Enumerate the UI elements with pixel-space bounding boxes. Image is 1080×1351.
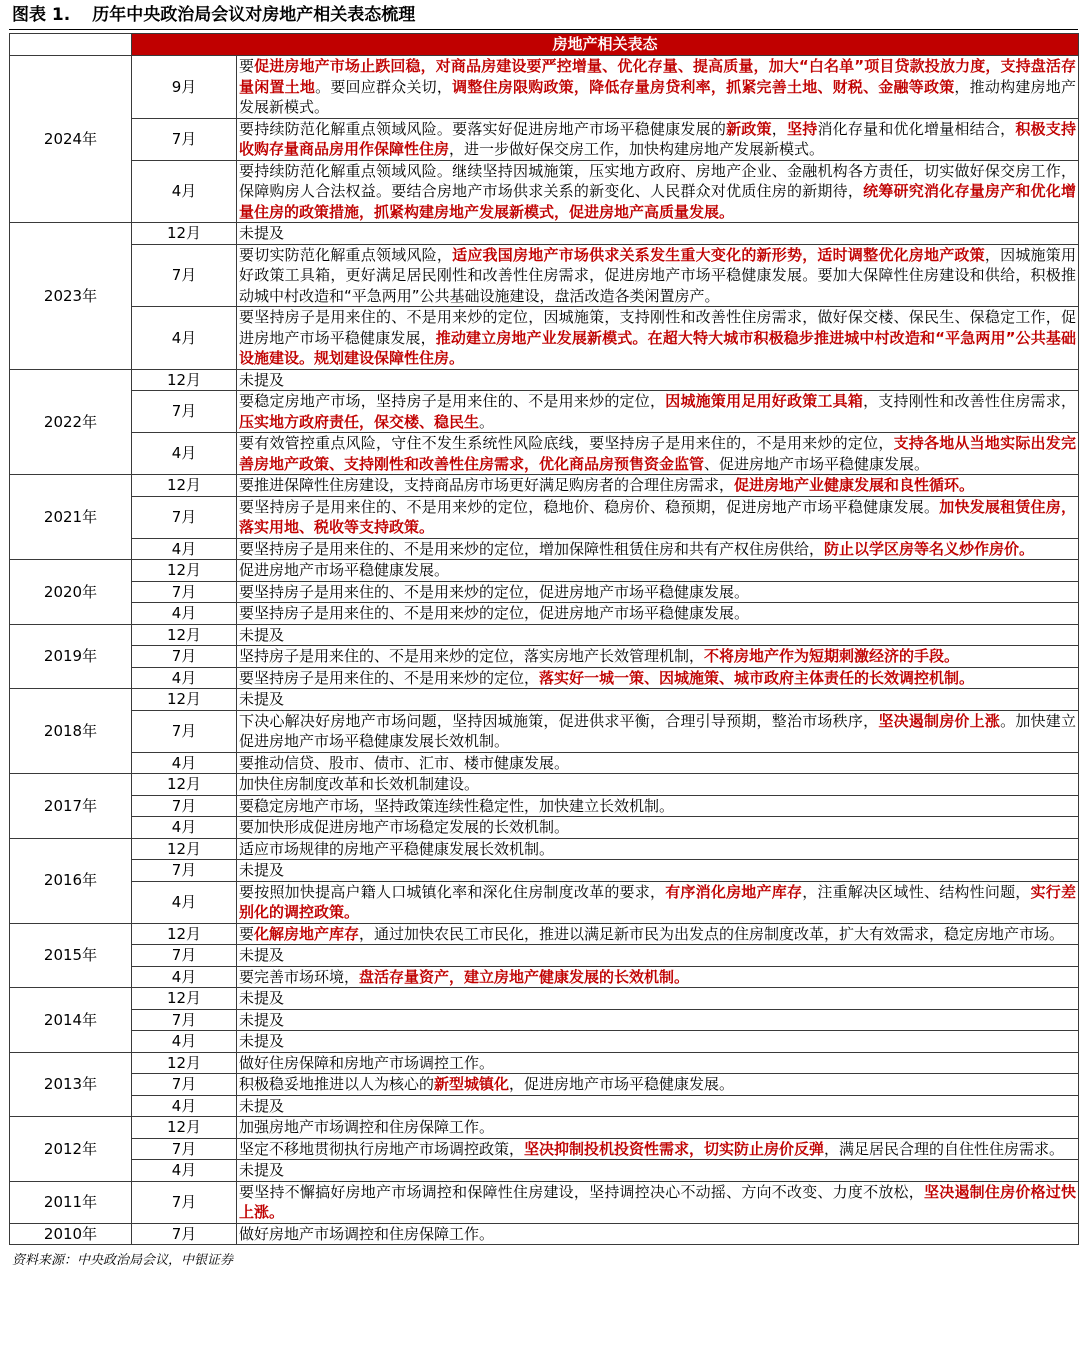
- month-cell: 12月: [132, 774, 237, 796]
- statement-text: ，: [771, 119, 787, 138]
- statement-text: 积极稳妥地推进以人为核心的: [239, 1075, 435, 1093]
- statement-text: 未提及: [239, 625, 285, 644]
- source-note: 资料来源：中央政治局会议，中银证券: [12, 1253, 234, 1268]
- table-row: [10, 56, 1079, 119]
- table-row: [10, 1074, 1079, 1096]
- highlight-text: 促进房地产市场止跌回稳，对商品房建设要严控增量、优化存量、提高质量，加大“白名单”项目贷款投放力度，支持盘活存量闲置土地: [239, 57, 1076, 96]
- statement-cell: [237, 603, 1079, 625]
- highlight-text: 调整住房限购政策，降低存量房贷利率，抓紧完善土地、财税、金融等政策: [452, 77, 955, 96]
- highlight-text: 坚决抑制投机投资性需求，切实防止房价反弹: [524, 1139, 825, 1158]
- highlight-text: 因城施策用足用好政策工具箱: [665, 392, 864, 410]
- table-row: [10, 581, 1079, 603]
- statement-cell: [237, 1095, 1079, 1117]
- table-row: [10, 1031, 1079, 1053]
- statement-cell: [237, 945, 1079, 967]
- statement-cell: [237, 475, 1079, 497]
- statement-text: ，通过加快农民工市民化，推进以满足新市民为出发点的住房制度改革，扩大有效需求，稳定房地产市场。: [359, 924, 1065, 943]
- table-row: [10, 817, 1079, 839]
- statement-cell: [237, 1009, 1079, 1031]
- statement-text: 要持续防范化解重点领域风险。继续坚持因城施策，压实地方政府、房地产企业、金融机构各方责任，切实做好保交房工作，保障购房人合法权益。要结合房地产市场供求关系的新变化、人民群众对优质住房的新期待，: [239, 161, 1077, 200]
- statement-cell: [237, 667, 1079, 689]
- figure-title: 历年中央政治局会议对房地产相关表态梳理: [92, 5, 416, 25]
- month-cell: 12月: [132, 923, 237, 945]
- statement-cell: [237, 838, 1079, 860]
- month-cell: 7月: [132, 1181, 237, 1223]
- table-body: [10, 56, 1079, 1245]
- highlight-text: 压实地方政府责任，保交楼、稳民生: [239, 412, 480, 431]
- statement-cell: [237, 860, 1079, 882]
- statement-text: 要坚持房子是用来住的、不是用来炒的定位，稳地价、稳房价、稳预期，促进房地产市场平稳健康发展。: [239, 497, 940, 516]
- statement-text: ，满足居民合理的自住性住房需求。: [824, 1139, 1065, 1158]
- statement-text: 未提及: [239, 1010, 285, 1029]
- statement-cell: [237, 988, 1079, 1010]
- table-row: [10, 881, 1079, 923]
- month-cell: 4月: [132, 433, 237, 475]
- statement-text: 要加快形成促进房地产市场稳定发展的长效机制。: [239, 818, 570, 836]
- statement-cell: [237, 560, 1079, 582]
- month-cell: 7月: [132, 1009, 237, 1031]
- statement-cell: [237, 752, 1079, 774]
- table-row: [10, 496, 1079, 538]
- month-cell: 12月: [132, 369, 237, 391]
- table-row: [10, 795, 1079, 817]
- month-cell: 4月: [132, 603, 237, 625]
- statement-text: 、促进房地产市场平稳健康发展。: [704, 454, 930, 473]
- month-cell: 12月: [132, 838, 237, 860]
- highlight-text: 推动建立房地产业发展新模式。在超大特大城市积极稳步推进城中村改造和“平急两用”公共基础设施建设。规划建设保障性住房。: [239, 328, 1076, 367]
- statement-text: 未提及: [239, 861, 285, 879]
- table-row: [10, 603, 1079, 625]
- statement-text: 要坚持房子是用来住的、不是用来炒的定位，促进房地产市场平稳健康发展。: [239, 604, 750, 622]
- table-row: [10, 646, 1079, 668]
- statement-text: 。加快建立促进房地产市场平稳健康发展长效机制。: [239, 711, 1076, 750]
- statement-text: 要推动信贷、股市、债市、汇市、楼市健康发展。: [239, 753, 570, 772]
- highlight-text: 化解房地产库存: [254, 924, 360, 943]
- year-cell: 2015年: [10, 923, 132, 988]
- month-cell: 4月: [132, 307, 237, 370]
- table-row: [10, 945, 1079, 967]
- statement-text: 促进房地产市场平稳健康发展。: [239, 561, 450, 579]
- header-row: [10, 34, 1079, 56]
- table-row: [10, 369, 1079, 391]
- month-cell: 4月: [132, 966, 237, 988]
- table-row: [10, 433, 1079, 475]
- table-row: [10, 774, 1079, 796]
- table-row: [10, 838, 1079, 860]
- year-cell: 2013年: [10, 1052, 132, 1117]
- table-row: [10, 624, 1079, 646]
- statement-cell: [237, 391, 1079, 433]
- statement-cell: [237, 1117, 1079, 1139]
- statement-text: ，因城施策用好政策工具箱，更好满足居民刚性和改善性住房需求，促进房地产市场平稳健康发展。要加大保障性住房建设和供给，积极推动城中村改造和“平急两用”公共基础设施建设，盘活改造各类闲置房产。: [239, 245, 1077, 305]
- highlight-text: 加快发展租赁住房，落实用地、税收等支持政策。: [239, 497, 1076, 536]
- highlight-text: 新型城镇化: [434, 1075, 510, 1093]
- statement-text: 要: [239, 924, 255, 943]
- year-cell: 2019年: [10, 624, 132, 689]
- statement-text: 未提及: [239, 224, 285, 242]
- month-cell: 4月: [132, 538, 237, 560]
- statement-text: 要完善市场环境，: [239, 967, 360, 986]
- table-row: [10, 307, 1079, 370]
- statement-text: 未提及: [239, 370, 285, 389]
- statement-text: 加快住房制度改革和长效机制建设。: [239, 775, 480, 793]
- year-cell: 2014年: [10, 988, 132, 1053]
- statement-text: ，促进房地产市场平稳健康发展。: [509, 1075, 735, 1093]
- table-row: [10, 667, 1079, 689]
- month-cell: 7月: [132, 945, 237, 967]
- statement-cell: [237, 223, 1079, 245]
- month-cell: 4月: [132, 1095, 237, 1117]
- month-cell: 7月: [132, 1223, 237, 1245]
- month-cell: 12月: [132, 1052, 237, 1074]
- statement-text: 消化存量和优化增量相结合，: [817, 119, 1016, 138]
- statement-text: 要坚持房子是用来住的、不是用来炒的定位，因城施策，支持刚性和改善性住房需求，做好保交楼、保民生、保稳定工作，促进房地产市场平稳健康发展，: [239, 308, 1077, 347]
- highlight-text: 统筹研究消化存量房产和优化增量住房的政策措施，抓紧构建房地产发展新模式，促进房地产高质量发展。: [239, 182, 1076, 221]
- table-row: [10, 1138, 1079, 1160]
- year-cell: 2021年: [10, 475, 132, 560]
- statement-text: 要有效管控重点风险，守住不发生系统性风险底线，要坚持房子是用来住的，不是用来炒的定位，: [239, 434, 894, 452]
- month-cell: 4月: [132, 667, 237, 689]
- table-row: [10, 1181, 1079, 1223]
- table-row: [10, 118, 1079, 160]
- statement-cell: [237, 923, 1079, 945]
- table-row: [10, 1160, 1079, 1182]
- month-cell: 7月: [132, 1138, 237, 1160]
- statement-text: 未提及: [239, 946, 285, 964]
- month-cell: 12月: [132, 988, 237, 1010]
- statement-text: 要: [239, 57, 255, 75]
- month-cell: 4月: [132, 752, 237, 774]
- statement-cell: [237, 1160, 1079, 1182]
- statement-text: 做好房地产市场调控和住房保障工作。: [239, 1224, 495, 1243]
- figure-label: 图表 1.: [12, 5, 71, 25]
- highlight-text: 不将房地产作为短期刺激经济的手段。: [704, 647, 960, 665]
- statement-cell: [237, 966, 1079, 988]
- statement-text: 做好住房保障和房地产市场调控工作。: [239, 1053, 495, 1072]
- statement-text: 坚定不移地贯彻执行房地产市场调控政策，: [239, 1139, 525, 1158]
- table-row: [10, 923, 1079, 945]
- table-head: [10, 34, 1079, 56]
- highlight-text: 坚决遏制住房价格过快上涨。: [239, 1182, 1076, 1221]
- statement-cell: [237, 369, 1079, 391]
- highlight-text: 积极支持收购存量商品房用作保障性住房: [239, 119, 1076, 158]
- statement-text: 要坚持不懈搞好房地产市场调控和保障性住房建设，坚持调控决心不动摇、方向不改变、力度不放松，: [239, 1182, 924, 1201]
- table-row: [10, 966, 1079, 988]
- table-row: [10, 223, 1079, 245]
- month-cell: 12月: [132, 689, 237, 711]
- table-row: [10, 710, 1079, 752]
- table-header: 房地产相关表态: [132, 34, 1079, 56]
- year-cell: 2022年: [10, 369, 132, 475]
- statement-cell: [237, 1138, 1079, 1160]
- statement-text: 加强房地产市场调控和住房保障工作。: [239, 1118, 495, 1136]
- statement-text: 。: [479, 412, 495, 431]
- statement-cell: [237, 1074, 1079, 1096]
- highlight-text: 有序消化房地产库存: [665, 882, 803, 901]
- month-cell: 7月: [132, 1074, 237, 1096]
- table-row: [10, 560, 1079, 582]
- statement-text: 下决心解决好房地产市场问题，坚持因城施策，促进供求平衡，合理引导预期，整治市场秩序，: [239, 711, 879, 730]
- month-cell: 7月: [132, 496, 237, 538]
- year-cell: 2017年: [10, 774, 132, 839]
- statement-text: 未提及: [239, 1032, 285, 1050]
- statement-table: [9, 33, 1079, 1245]
- statement-cell: [237, 244, 1079, 307]
- table-row: [10, 160, 1079, 223]
- year-cell: 2018年: [10, 689, 132, 774]
- year-cell: 2011年: [10, 1181, 132, 1223]
- highlight-text: 盘活存量资产，建立房地产健康发展的长效机制。: [359, 967, 690, 986]
- month-cell: 7月: [132, 118, 237, 160]
- statement-text: 要推进保障性住房建设，支持商品房市场更好满足购房者的合理住房需求，: [239, 476, 735, 494]
- month-cell: 7月: [132, 646, 237, 668]
- month-cell: 12月: [132, 560, 237, 582]
- highlight-text: 促进房地产业健康发展和良性循环。: [734, 476, 975, 494]
- statement-text: 未提及: [239, 690, 285, 708]
- statement-cell: [237, 433, 1079, 475]
- statement-cell: [237, 56, 1079, 119]
- highlight-text: 新政策: [726, 119, 772, 138]
- highlight-text: 实行差别化的调控政策。: [239, 882, 1076, 921]
- year-cell: 2016年: [10, 838, 132, 923]
- statement-text: 。要回应群众关切，: [315, 77, 453, 96]
- statement-text: 未提及: [239, 1161, 285, 1179]
- table-row: [10, 475, 1079, 497]
- table-row: [10, 244, 1079, 307]
- table-row: [10, 1095, 1079, 1117]
- statement-text: 要切实防范化解重点领域风险，: [239, 245, 453, 264]
- statement-cell: [237, 795, 1079, 817]
- statement-cell: [237, 881, 1079, 923]
- statement-text: 要坚持房子是用来住的、不是用来炒的定位，: [239, 668, 540, 687]
- statement-cell: [237, 1181, 1079, 1223]
- statement-cell: [237, 1052, 1079, 1074]
- highlight-text: 支持各地从当地实际出发完善房地产政策、支持刚性和改善性住房需求，优化商品房预售资金监管: [239, 434, 1077, 473]
- month-cell: 7月: [132, 244, 237, 307]
- month-cell: 7月: [132, 710, 237, 752]
- month-cell: 4月: [132, 160, 237, 223]
- month-cell: 7月: [132, 581, 237, 603]
- statement-cell: [237, 689, 1079, 711]
- month-cell: 12月: [132, 475, 237, 497]
- highlight-text: 防止以学区房等名义炒作房价。: [824, 539, 1035, 558]
- statement-text: 要坚持房子是用来住的、不是用来炒的定位，增加保障性租赁住房和共有产权住房供给，: [239, 539, 825, 558]
- highlight-text: 坚持: [786, 119, 818, 138]
- month-cell: 7月: [132, 795, 237, 817]
- month-cell: 4月: [132, 881, 237, 923]
- statement-text: 要稳定房地产市场，坚持政策连续性稳定性，加快建立长效机制。: [239, 796, 675, 815]
- header-blank-cell: [10, 34, 132, 56]
- month-cell: 7月: [132, 391, 237, 433]
- table-row: [10, 752, 1079, 774]
- statement-text: ，支持刚性和改善性住房需求，: [863, 392, 1076, 410]
- year-cell: 2020年: [10, 560, 132, 625]
- statement-text: 要坚持房子是用来住的、不是用来炒的定位，促进房地产市场平稳健康发展。: [239, 582, 750, 601]
- table-row: [10, 860, 1079, 882]
- highlight-text: 适应我国房地产市场供求关系发生重大变化的新形势，适时调整优化房地产政策: [452, 245, 985, 264]
- statement-text: ，推动构建房地产发展新模式。: [239, 77, 1076, 116]
- table-row: [10, 1117, 1079, 1139]
- table-row: [10, 689, 1079, 711]
- month-cell: 9月: [132, 56, 237, 119]
- year-cell: 2010年: [10, 1223, 132, 1245]
- statement-text: 要稳定房地产市场，坚持房子是用来住的、不是用来炒的定位，: [239, 392, 666, 410]
- statement-cell: [237, 118, 1079, 160]
- month-cell: 12月: [132, 1117, 237, 1139]
- highlight-text: 落实好一城一策、因城施策、城市政府主体责任的长效调控机制。: [539, 668, 975, 687]
- statement-text: 要按照加快提高户籍人口城镇化率和深化住房制度改革的要求，: [239, 882, 666, 901]
- statement-text: 要持续防范化解重点领域风险。要落实好促进房地产市场平稳健康发展的: [239, 119, 727, 138]
- year-cell: 2024年: [10, 56, 132, 223]
- statement-cell: [237, 624, 1079, 646]
- statement-cell: [237, 774, 1079, 796]
- statement-cell: [237, 160, 1079, 223]
- table-row: [10, 988, 1079, 1010]
- statement-text: 适应市场规律的房地产平稳健康发展长效机制。: [239, 839, 555, 858]
- statement-cell: [237, 1031, 1079, 1053]
- highlight-text: 坚决遏制房价上涨: [878, 711, 1001, 730]
- table-row: [10, 1009, 1079, 1031]
- statement-cell: [237, 581, 1079, 603]
- figure-title-bar: [9, 3, 1078, 30]
- statement-text: 未提及: [239, 989, 285, 1007]
- statement-cell: [237, 538, 1079, 560]
- table-row: [10, 1223, 1079, 1245]
- statement-cell: [237, 307, 1079, 370]
- statement-cell: [237, 496, 1079, 538]
- table-row: [10, 391, 1079, 433]
- statement-cell: [237, 817, 1079, 839]
- year-cell: 2023年: [10, 223, 132, 370]
- statement-cell: [237, 646, 1079, 668]
- statement-text: 未提及: [239, 1096, 285, 1115]
- statement-cell: [237, 710, 1079, 752]
- month-cell: 12月: [132, 624, 237, 646]
- statement-cell: [237, 1223, 1079, 1245]
- table-row: [10, 1052, 1079, 1074]
- statement-text: ，注重解决区域性、结构性问题，: [802, 882, 1031, 901]
- month-cell: 4月: [132, 1160, 237, 1182]
- statement-text: ，进一步做好保交房工作，加快构建房地产发展新模式。: [449, 140, 825, 158]
- month-cell: 4月: [132, 817, 237, 839]
- year-cell: 2012年: [10, 1117, 132, 1182]
- month-cell: 7月: [132, 860, 237, 882]
- statement-text: 坚持房子是用来住的、不是用来炒的定位，落实房地产长效管理机制，: [239, 647, 705, 665]
- month-cell: 12月: [132, 223, 237, 245]
- month-cell: 4月: [132, 1031, 237, 1053]
- table-row: [10, 538, 1079, 560]
